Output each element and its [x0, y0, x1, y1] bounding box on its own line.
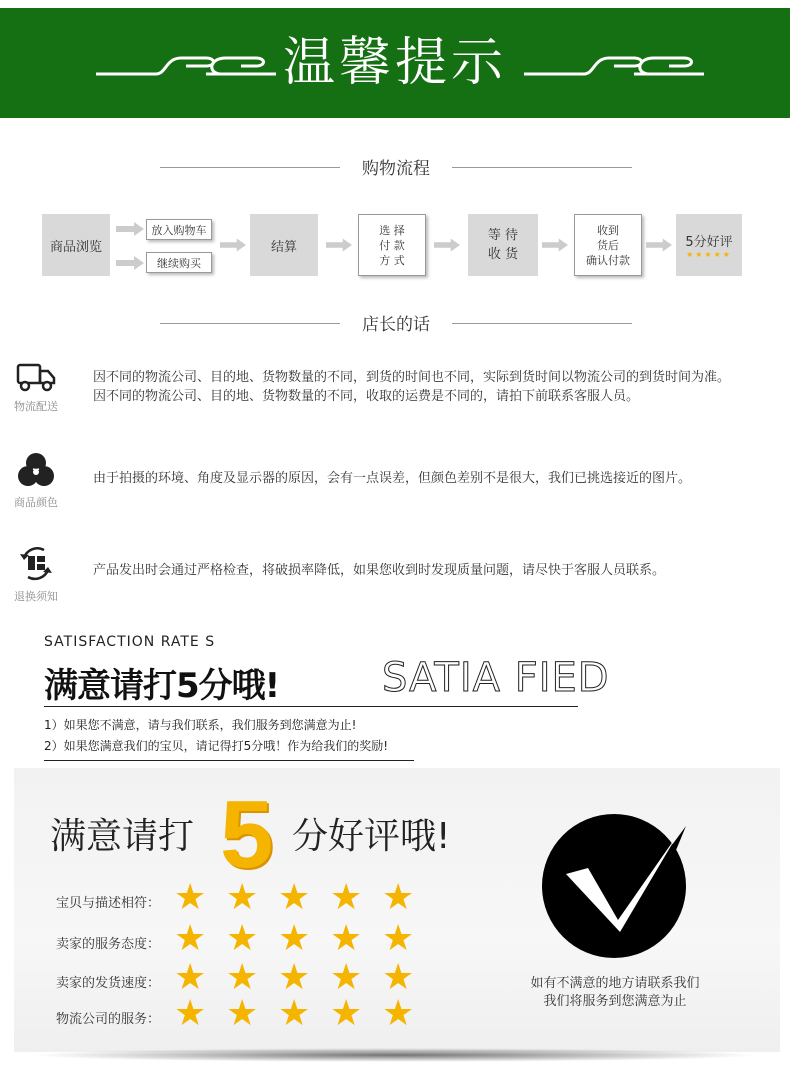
star-icon: ★	[278, 993, 311, 1034]
flow-step-payment	[358, 214, 426, 276]
note-line: 因不同的物流公司、目的地、货物数量的不同，到货的时间也不同，实际到货时间以物流公司的到货时间为准。	[93, 370, 731, 385]
checkmark-icon	[536, 800, 696, 960]
rating-criterion-label: 物流公司的服务：	[56, 1012, 161, 1027]
star-icon: ★	[226, 918, 259, 959]
star-icon: ★	[174, 877, 207, 918]
star-icon: ★	[330, 877, 363, 918]
return-exchange-icon	[16, 544, 56, 582]
flow-step-continue	[146, 252, 212, 273]
flow-step-checkout-label: 结算	[270, 239, 297, 255]
rating-criterion-label: 宝贝与描述相符：	[56, 896, 161, 911]
small-stars-icon: ★★★★★	[686, 249, 732, 259]
arrow-icon	[434, 238, 460, 252]
flow-step-confirm-line: 收到	[597, 223, 619, 237]
divider	[44, 760, 414, 761]
satisfaction-line-2: 2）如果您满意我们的宝贝，请记得打5分哦！作为给我们的奖励!	[44, 739, 389, 753]
note-line: 产品发出时会通过严格检查，将破损率降低，如果您收到时发现质量问题，请尽快于客服人员联系。	[93, 563, 666, 578]
flow-step-browse-label: 商品浏览	[49, 239, 102, 255]
star-icon: ★	[382, 877, 415, 918]
satisfaction-line-1: 1）如果您不满意，请与我们联系，我们服务到您满意为止!	[44, 718, 357, 732]
note-delivery-caption: 物流配送	[14, 400, 58, 413]
contact-line-2: 我们将服务到您满意为止	[543, 994, 687, 1009]
panel-shadow	[30, 1048, 760, 1062]
flow-step-confirm	[574, 214, 642, 276]
header-banner	[0, 8, 790, 118]
flow-heading-text: 购物流程	[362, 159, 430, 179]
note-return-text	[93, 561, 665, 580]
arrow-icon	[542, 238, 568, 252]
flow-step-wait-line: 收 货	[487, 247, 519, 262]
star-icon: ★	[226, 993, 259, 1034]
satisfaction-outline-text: SATIA FIED	[382, 655, 610, 701]
flow-step-payment-line: 付 款	[379, 238, 405, 252]
arrow-icon	[116, 256, 144, 270]
satisfaction-big-title: 满意请打5分哦!	[44, 666, 280, 706]
star-icon: ★	[174, 918, 207, 959]
rating-criterion-label: 卖家的服务态度：	[56, 937, 161, 952]
flow-step-review	[676, 214, 742, 276]
star-icon: ★	[330, 918, 363, 959]
star-icon: ★	[174, 993, 207, 1034]
arrow-icon	[220, 238, 246, 252]
star-icon: ★	[382, 993, 415, 1034]
rating-criterion-label: 卖家的发货速度：	[56, 976, 161, 991]
flow-heading	[160, 152, 632, 182]
flow-step-wait-line: 等 待	[487, 228, 519, 243]
rating-five: 5	[220, 781, 274, 888]
star-icon: ★	[226, 877, 259, 918]
right-swirl-ornament	[524, 46, 704, 86]
star-icon: ★	[330, 957, 363, 998]
star-icon: ★	[382, 957, 415, 998]
star-icon: ★	[278, 918, 311, 959]
notes-heading-text: 店长的话	[362, 315, 430, 335]
contact-line-1: 如有不满意的地方请联系我们	[530, 976, 700, 991]
arrow-icon	[646, 238, 672, 252]
note-delivery-text	[93, 368, 730, 406]
note-line: 因不同的物流公司、目的地、货物数量的不同，收取的运费是不同的，请拍下前联系客服人员。	[93, 389, 640, 404]
note-delivery	[8, 362, 64, 414]
flow-step-review-label: 5分好评	[685, 234, 733, 250]
star-icon: ★	[278, 877, 311, 918]
star-icon: ★	[174, 957, 207, 998]
note-return-caption: 退换须知	[14, 590, 58, 603]
star-icon: ★	[278, 957, 311, 998]
flow-step-wait	[468, 214, 538, 276]
delivery-truck-icon	[14, 362, 58, 392]
flow-step-add-cart-label: 放入购物车	[151, 223, 207, 237]
flow-step-continue-label: 继续购买	[157, 256, 201, 270]
banner-title: 温馨提示	[282, 33, 507, 93]
note-return	[8, 544, 64, 604]
arrow-icon	[116, 222, 144, 236]
flow-step-checkout	[250, 214, 318, 276]
satisfaction-small-title: SATISFACTION RATE S	[44, 634, 216, 650]
star-icon: ★	[226, 957, 259, 998]
flow-step-confirm-line: 货后	[597, 238, 619, 252]
star-icon: ★	[330, 993, 363, 1034]
flow-step-payment-line: 方 式	[379, 253, 405, 267]
color-circles-icon	[16, 452, 56, 488]
flow-step-payment-line: 选 择	[379, 223, 405, 237]
star-icon: ★	[382, 918, 415, 959]
divider	[44, 706, 578, 707]
note-color-text	[93, 469, 691, 488]
note-color	[8, 452, 64, 510]
note-line: 由于拍摄的环境、角度及显示器的原因，会有一点误差，但颜色差别不是很大，我们已挑选接近的图片。	[93, 471, 692, 486]
arrow-icon	[326, 238, 352, 252]
flow-step-confirm-line: 确认付款	[586, 253, 630, 267]
notes-heading	[160, 308, 632, 338]
note-color-caption: 商品颜色	[14, 496, 58, 509]
rating-title-left: 满意请打	[50, 816, 195, 857]
rating-title-right: 分好评哦!	[292, 816, 451, 857]
flow-step-browse	[42, 214, 110, 276]
flow-step-add-cart	[146, 219, 212, 240]
